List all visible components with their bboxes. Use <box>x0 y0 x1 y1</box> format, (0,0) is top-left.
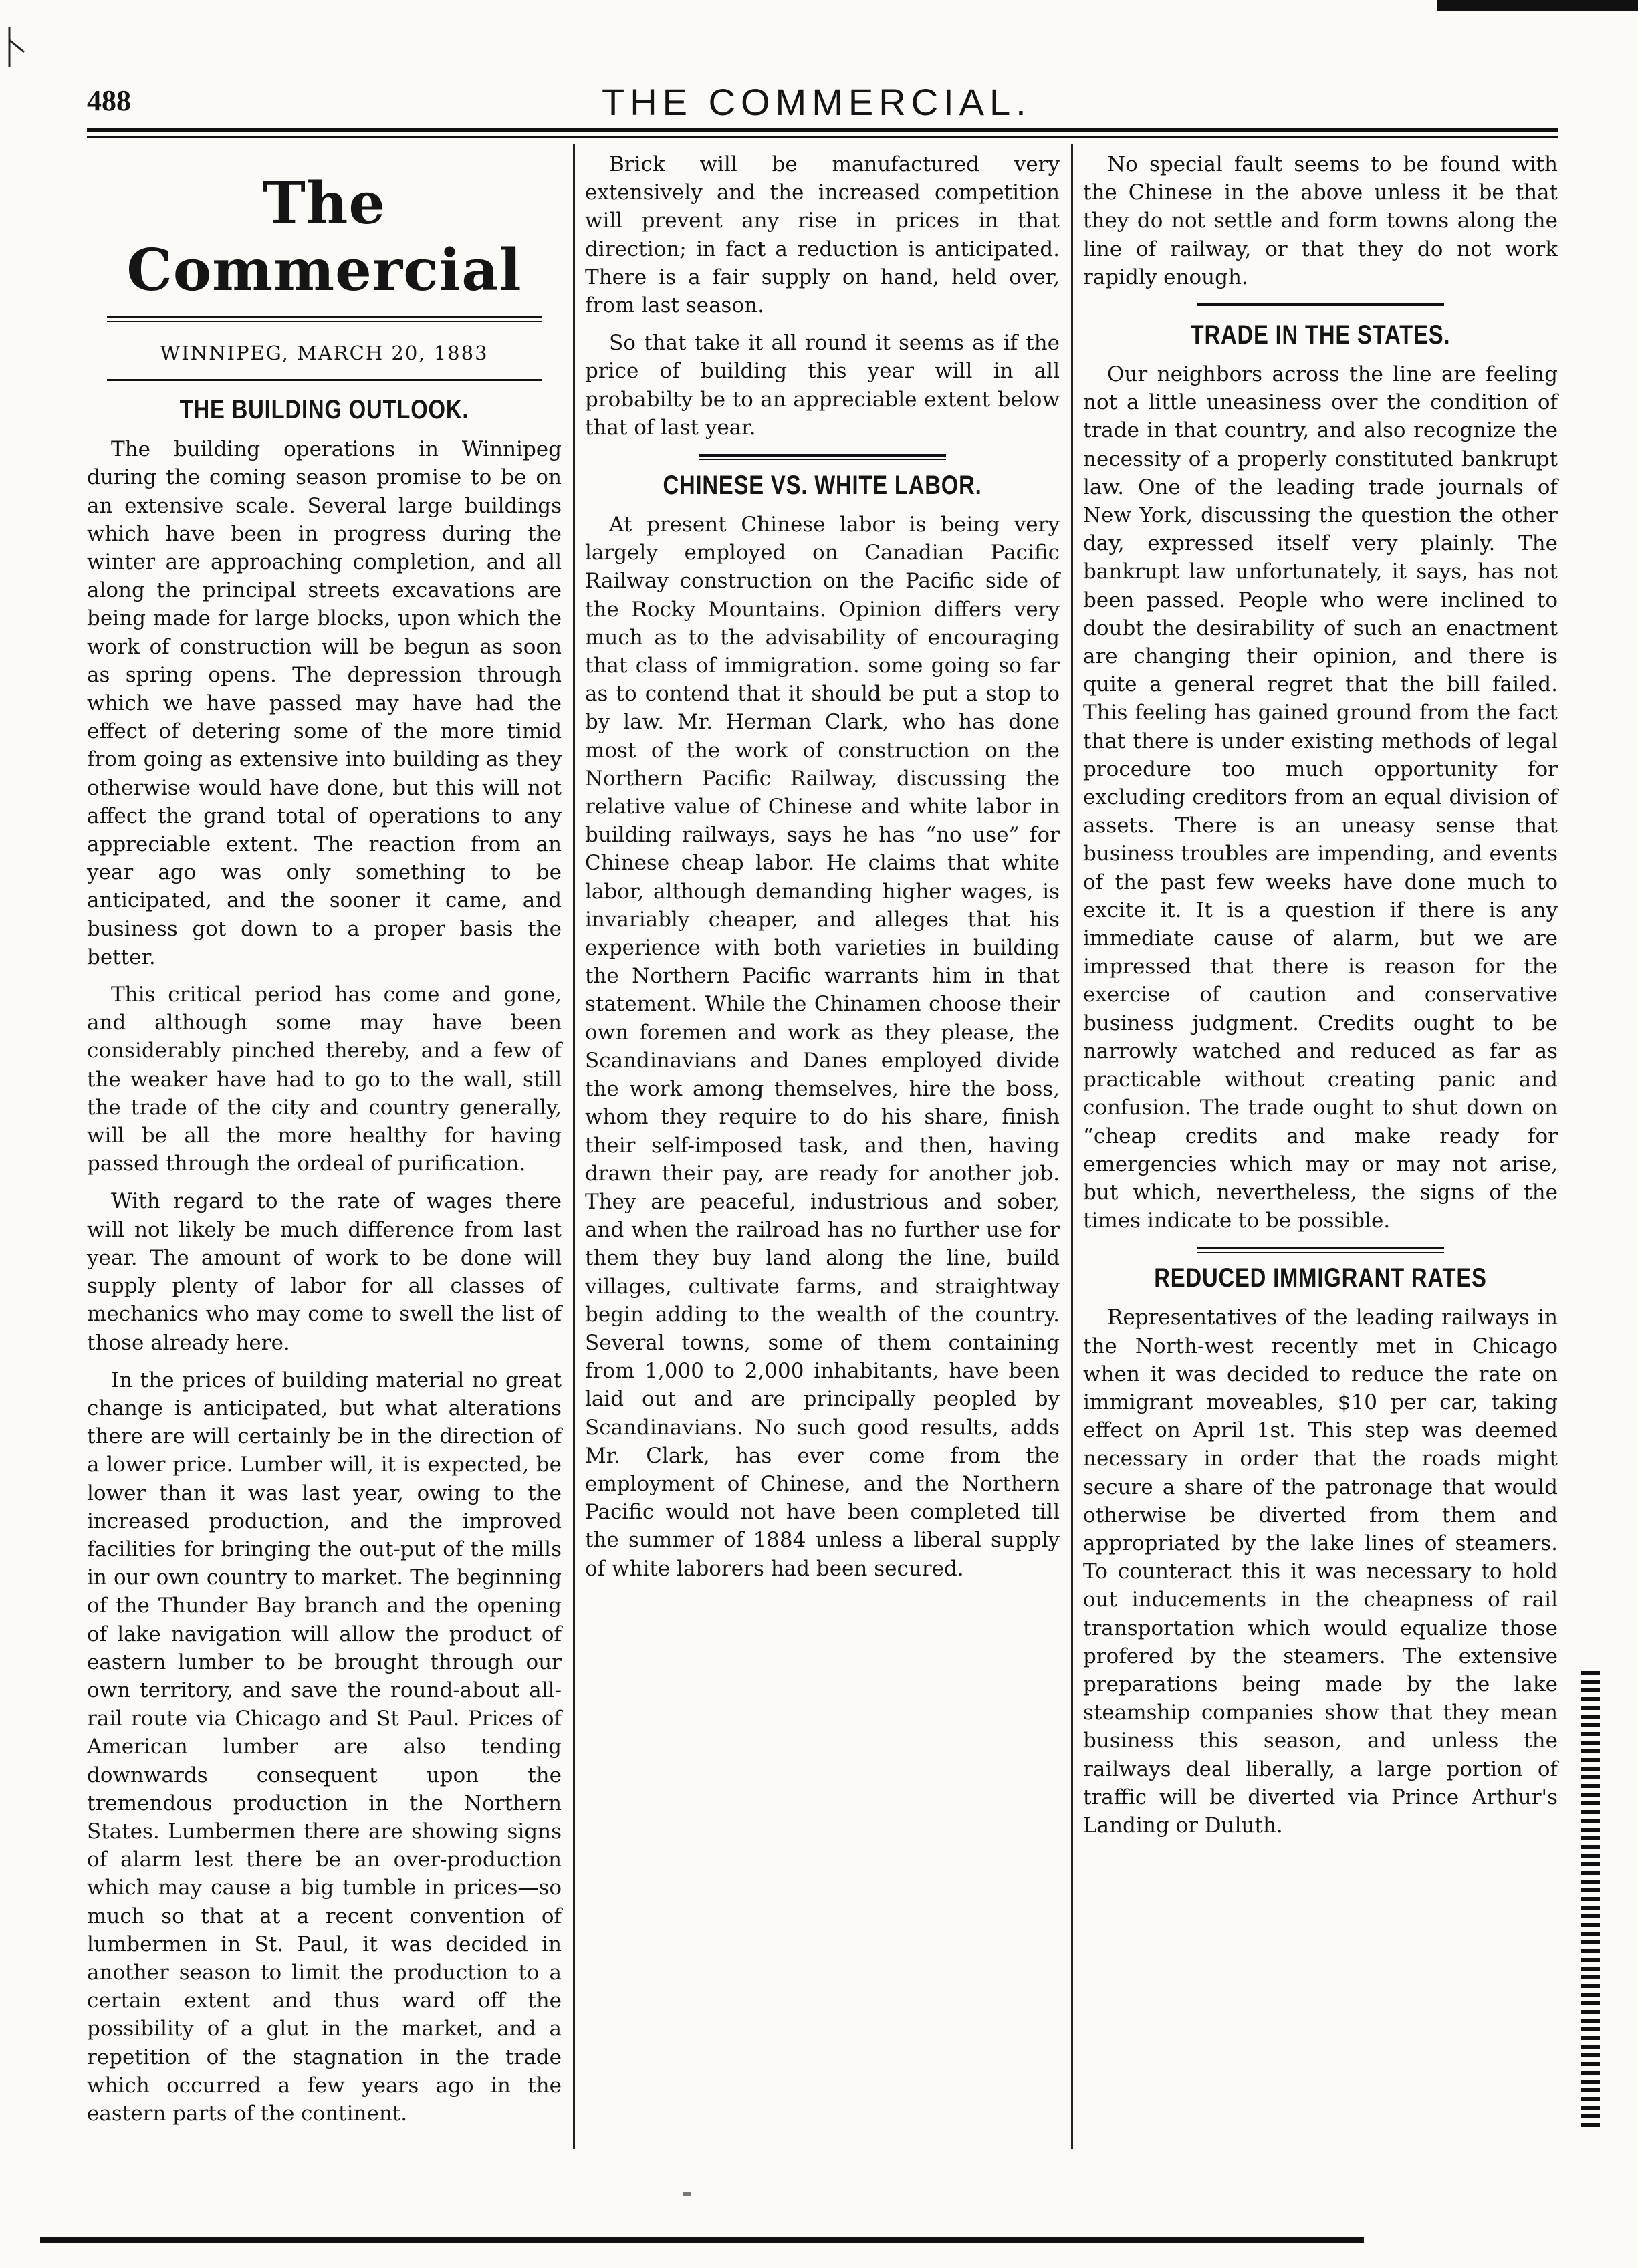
column-2 <box>585 150 1060 1592</box>
masthead-title: The Commercial <box>126 170 522 304</box>
article-paragraph: This critical period has come and gone, and although some may have been considerably pinched thereby, and a few of the weaker have had to go to the wall, still the trade of the city and country generally, will be all the more healthy for having passed through the ordeal of purification. <box>87 983 562 1176</box>
article-heading: THE BUILDING OUTLOOK. <box>179 395 469 425</box>
article-paragraph: At present Chinese labor is being very largely employed on Canadian Pacific Railway construction on the Pacific side of the Rocky Mountains. Opinion differs very much as to the advisability of encouraging that class of immigration. some going so far as to contend that it should be put a stop to by law. Mr. Herman Clark, who has done most of the work of construction on the Northern Pacific Railway, discussing the relative value of Chinese and white labor in building railways, says he has “no use” for Chinese cheap labor. He claims that white labor, although demanding higher wages, is invariably cheaper, and alleges that his experience with both varieties in building the Northern Pacific warrants him in that statement. While the Chinamen choose their own foremen and work as they please, the Scandinavians and Danes employed divide the work among themselves, hire the boss, whom they require to do his share, finish their self-imposed task, and then, having drawn their pay, are ready for another job. They are peaceful, industrious and sober, and when the railroad has no further use for them they buy land along the line, build villages, cultivate farms, and straightway begin adding to the wealth of the country. Several towns, some of them containing from 1,000 to 2,000 inhabitants, have been laid out and are principally peopled by Scandinavians. No such good results, adds Mr. Clark, has ever come from the employment of Chinese, and the Northern Pacific would not have been completed till the summer of 1884 unless a liberal supply of white laborers had been secured. <box>585 513 1060 1581</box>
article-paragraph: So that take it all round it seems as if the price of building this year will in all probabilty be to an appreciable extent below that of last year. <box>585 331 1060 440</box>
bottom-rule <box>40 2237 1364 2243</box>
page-number: 488 <box>87 84 131 117</box>
article-heading: REDUCED IMMIGRANT RATES <box>1154 1263 1487 1293</box>
article-heading: CHINESE VS. WHITE LABOR. <box>663 471 982 501</box>
masthead-rule <box>107 316 542 322</box>
stray-mark <box>683 2192 691 2196</box>
article-paragraph: In the prices of building material no great change is anticipated, but what alterations there are will certainly be in the direction of a lower price. Lumber will, it is expected, be lower than it was last year, owing to the increased production, and the improved facilities for bringing the out-put of the mills in our own country to market. The beginning of the Thunder Bay branch and the opening of lake navigation will allow the product of eastern lumber to be brought through our own territory, and save the round-about all-rail route via Chicago and St Paul. Prices of American lumber are also tending downwards consequent upon the tremendous production in the Northern States. Lumbermen there are showing signs of alarm lest there be an over-production which may cause a big tumble in prices—so much so that at a recent convention of lumbermen in St. Paul, it was decided in another season to limit the production to a certain extent and thus ward off the possibility of a glut in the market, and a repetition of the stagnation in the trade which occurred a few years ago in the eastern parts of the continent. <box>87 1368 562 2126</box>
article-separator <box>699 454 946 460</box>
column-3 <box>1083 150 1558 1849</box>
margin-mark-icon <box>4 27 31 67</box>
article-heading: TRADE IN THE STATES. <box>1190 320 1451 350</box>
header-rule-thin <box>87 136 1558 138</box>
running-title: THE COMMERCIAL. <box>602 81 1032 123</box>
article-paragraph: Representatives of the leading railways in the North-west recently met in Chicago when it was decided to reduce the rate on immigrant moveables, $10 per car, taking effect on April 1st. This step was deemed necessary in order that the roads might secure a share of the patronage that would otherwise be diverted from them and appropriated by the lake lines of steamers. To counteract this it was necessary to hold out inducements in the cheapness of rail transportation which would equalize those profered by the steamers. The extensive preparations being made by the lake steamship companies show that they mean business this season, and unless the railways deal liberally, a large portion of traffic will be diverted via Prince Arthur's Landing or Duluth. <box>1083 1305 1558 1838</box>
article-separator <box>1197 1247 1444 1253</box>
article-paragraph: Our neighbors across the line are feeling not a little uneasiness over the condition of trade in that country, and also recognize the necessity of a properly constituted bankrupt law. One of the leading trade journals of New York, discussing the question the other day, expressed itself very plainly. The bankrupt law unfortunately, it says, has not been passed. People who were inclined to doubt the desirability of such an enactment are changing their opinion, and there is quite a general regret that the bill failed. This feeling has gained ground from the fact that there is under existing methods of legal procedure too much opportunity for excluding creditors from an equal division of assets. There is an uneasy sense that business troubles are impending, and events of the past few weeks have done much to excite it. It is a question if there is any immediate cause of alarm, but we are impressed that there is reason for the exercise of caution and conservative business judgment. Credits ought to be narrowly watched and reduced as far as practicable without creating panic and confusion. The trade ought to shut down on “cheap credits and make ready for emergencies which may or may not arise, but which, nevertheless, the signs of the times indicate to be possible. <box>1083 362 1558 1233</box>
dateline: WINNIPEG, MARCH 20, 1883 <box>160 342 489 364</box>
page-header <box>87 80 1558 127</box>
edge-rule <box>1437 0 1638 11</box>
article-paragraph: With regard to the rate of wages there will not likely be much difference from last year. The amount of work to be done will supply plenty of labor for all classes of mechanics who may come to swell the list of those already here. <box>87 1189 562 1355</box>
column-1 <box>87 150 562 2137</box>
header-rule <box>87 128 1558 132</box>
article-separator <box>1197 303 1444 309</box>
column-divider <box>573 144 575 2149</box>
dateline-rule <box>107 379 542 384</box>
article-paragraph: No special fault seems to be found with the Chinese in the above unless it be that they do not settle and form towns along the line of railway, or that they do not work rapidly enough. <box>1083 152 1558 289</box>
article-paragraph: The building operations in Winnipeg during the coming season promise to be on an extensive scale. Several large buildings which have been in progress during the winter are approaching completion, and all along the principal streets excavations are being made for large blocks, upon which the work of construction will be begun as soon as spring opens. The depression through which we have passed may have had the effect of detering some of the more timid from going as extensive into building as they otherwise would have done, but this will not affect the grand total of operations to any appreciable extent. The reaction from an year ago was only something to be anticipated, and the sooner it came, and business got down to a proper basis the better. <box>87 437 562 969</box>
column-divider <box>1071 144 1073 2149</box>
binding-edge-marks <box>1581 1671 1600 2132</box>
article-paragraph: Brick will be manufactured very extensively and the increased competition will prevent any rise in prices in that direction; in fact a reduction is anticipated. There is a fair supply on hand, held over, from last season. <box>585 152 1060 318</box>
